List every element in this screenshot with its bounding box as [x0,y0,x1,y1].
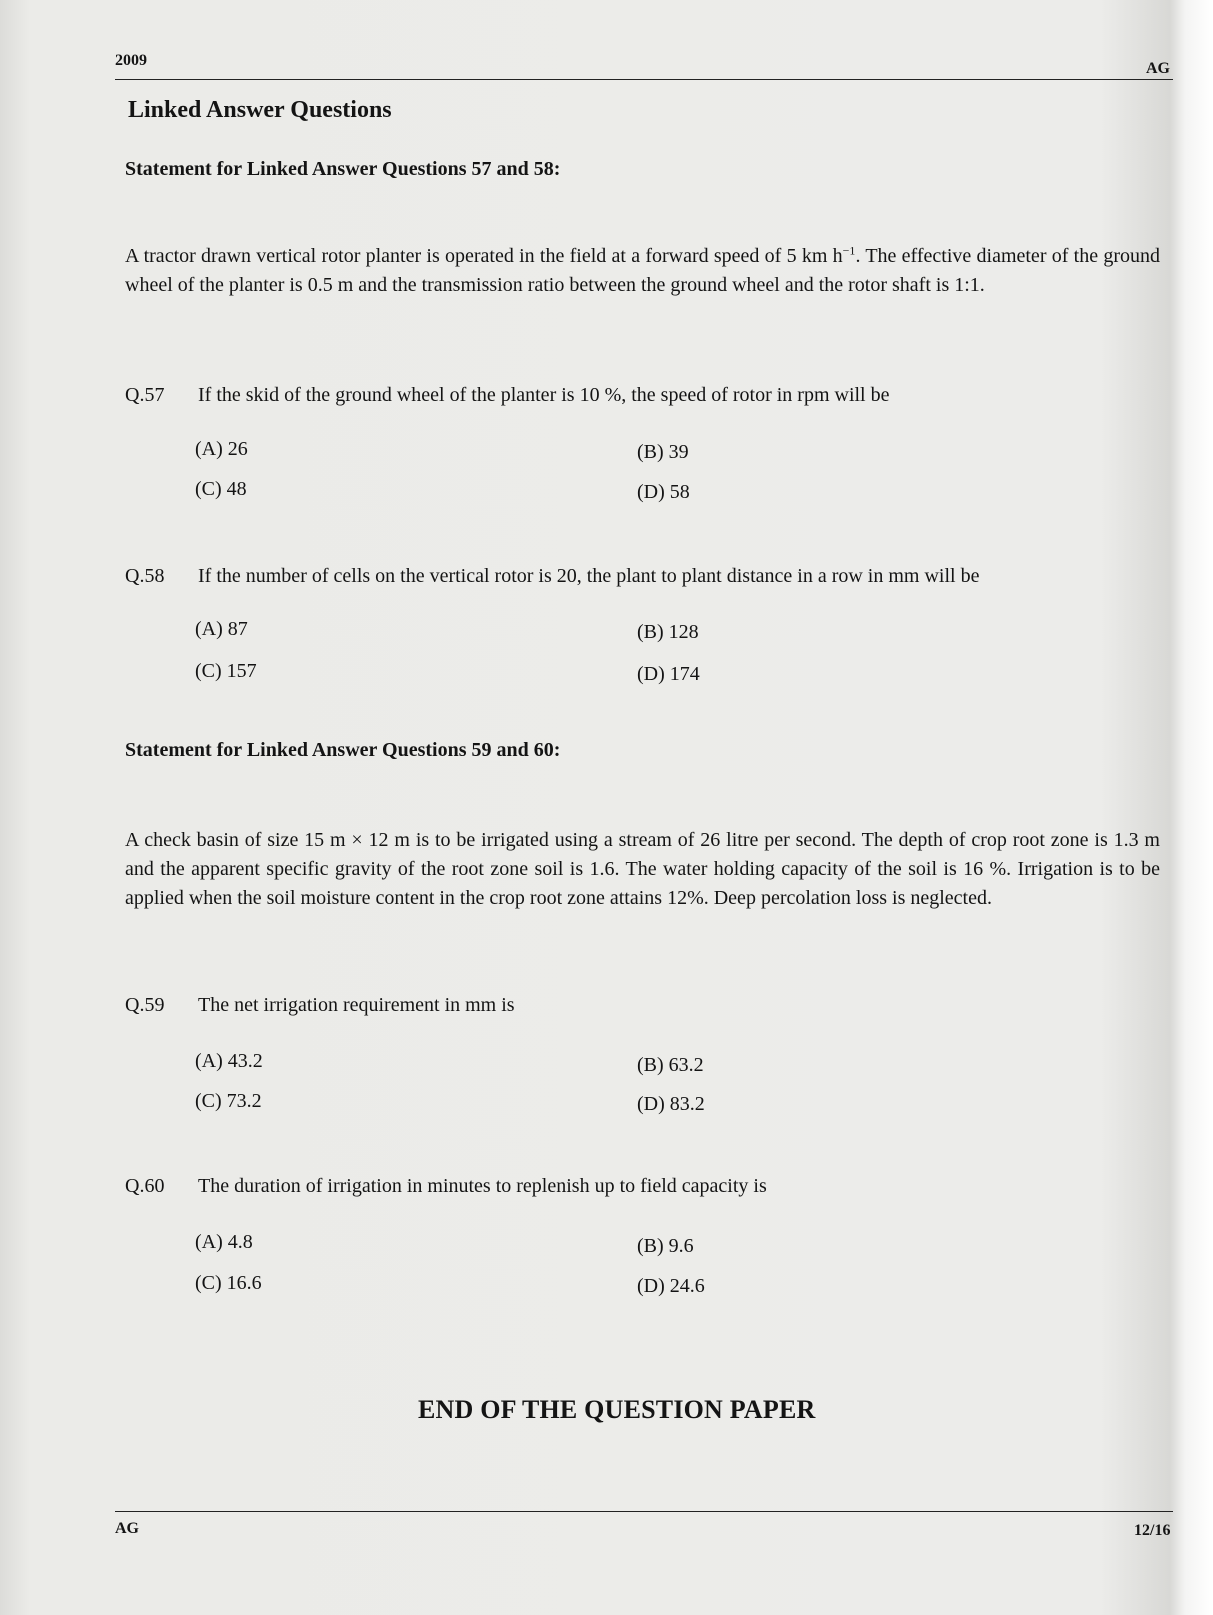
option-b: (B) 128 [637,621,699,643]
question-text: If the skid of the ground wheel of the planter is 10 %, the speed of rotor in rpm will be [198,384,890,406]
option-c: (C) 73.2 [195,1090,262,1112]
question-text: The net irrigation requirement in mm is [198,994,515,1016]
question-text: The duration of irrigation in minutes to replenish up to field capacity is [198,1175,767,1197]
header-rule [115,79,1173,80]
option-b: (B) 63.2 [637,1054,704,1076]
page-number: 12/16 [1134,1522,1171,1539]
question-text: If the number of cells on the vertical rotor is 20, the plant to plant distance in a row in mm will be [198,565,980,587]
question-number: Q.59 [125,994,165,1016]
option-a: (A) 26 [195,438,248,460]
question-number: Q.57 [125,384,165,406]
statement-heading: Statement for Linked Answer Questions 59 and 60: [125,739,561,761]
option-b: (B) 9.6 [637,1235,694,1257]
statement-text: A tractor drawn vertical rotor planter is operated in the field at a forward speed of 5 km $h^{-1}$. The effective diameter of the ground wheel of the planter is 0.5 m and the transmission ratio between the ground wheel and the rotor shaft is 1:1. [125,243,1160,296]
header-paper-code: AG [1146,60,1170,77]
option-c: (C) 157 [195,660,257,682]
question-number: Q.58 [125,565,165,587]
option-d: (D) 174 [637,663,700,685]
footer-rule [115,1511,1173,1512]
section-title: Linked Answer Questions [128,97,392,123]
question-number: Q.60 [125,1175,165,1197]
option-d: (D) 83.2 [637,1093,705,1115]
statement-text: A check basin of size 15 m × 12 m is to be irrigated using a stream of 26 litre per second. The depth of crop root zone is 1.3 m and the apparent specific gravity of the root zone soil is 1.6. The water holding capacity of the soil is 16 %. Irrigation is to be applied when the soil moisture content in the crop root zone attains 12%. Deep percolation loss is neglected. [125,829,1160,909]
option-d: (D) 58 [637,481,690,503]
end-of-paper-title: END OF THE QUESTION PAPER [418,1395,816,1424]
header-year: 2009 [115,52,147,69]
option-c: (C) 48 [195,478,247,500]
option-a: (A) 43.2 [195,1050,263,1072]
option-d: (D) 24.6 [637,1275,705,1297]
option-b: (B) 39 [637,441,689,463]
option-c: (C) 16.6 [195,1272,262,1294]
footer-paper-code: AG [115,1520,139,1537]
statement-heading: Statement for Linked Answer Questions 57 and 58: [125,158,561,180]
option-a: (A) 4.8 [195,1231,253,1253]
option-a: (A) 87 [195,618,248,640]
